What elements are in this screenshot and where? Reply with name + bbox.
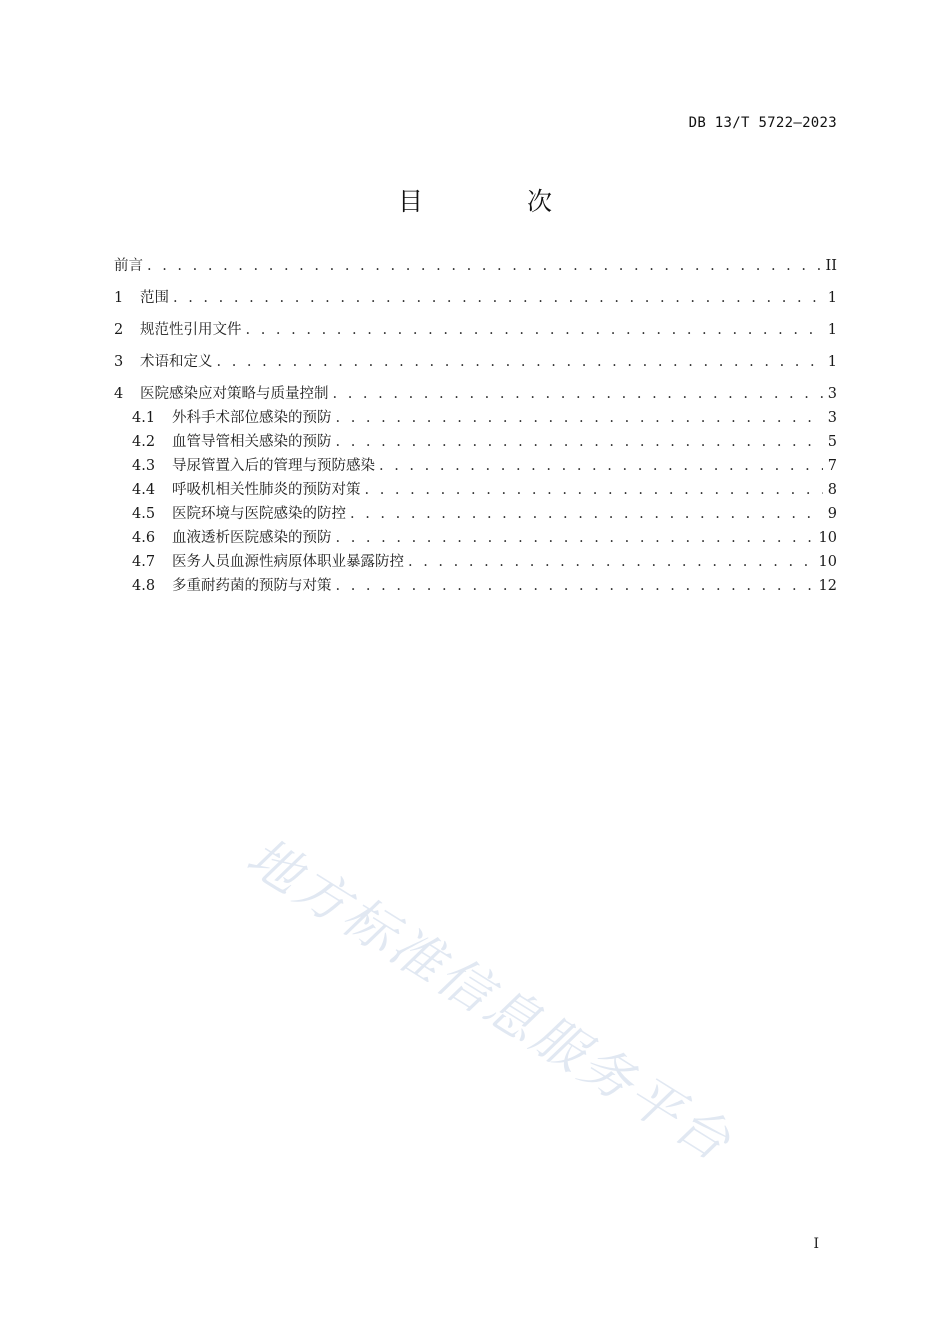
toc-entry-number: 4.4 <box>132 482 156 498</box>
toc-entry-label: 导尿管置入后的管理与预防感染 <box>172 458 375 474</box>
toc-entry-page: 10 <box>818 554 837 570</box>
toc-entry-label: 前言 <box>114 258 143 274</box>
toc-entry-page: 1 <box>827 290 837 306</box>
toc-entry-2[interactable] <box>114 318 837 342</box>
page-number: I <box>813 1236 819 1252</box>
toc-entry-4-5[interactable] <box>114 502 837 526</box>
toc-entry-label: 范围 <box>140 290 169 306</box>
toc-entry-label: 呼吸机相关性肺炎的预防对策 <box>172 482 361 498</box>
toc-leader-dots <box>336 574 815 598</box>
toc-entry-number: 4.1 <box>132 410 156 426</box>
toc-entry-number: 2 <box>114 322 124 338</box>
toc-entry-number: 4.6 <box>132 530 156 546</box>
toc-entry-page: 5 <box>827 434 837 450</box>
toc-entry-number: 4 <box>114 386 124 402</box>
toc-entry-foreword[interactable] <box>114 254 837 278</box>
toc-leader-dots <box>350 502 823 526</box>
toc-entry-label: 多重耐药菌的预防与对策 <box>172 578 332 594</box>
toc-entry-4-1[interactable] <box>114 406 837 430</box>
toc-entry-label: 血管导管相关感染的预防 <box>172 434 332 450</box>
page-title: 目 次 <box>398 187 600 216</box>
toc-entry-label: 术语和定义 <box>140 354 213 370</box>
toc-entry-number: 4.3 <box>132 458 156 474</box>
toc-entry-page: 1 <box>827 322 837 338</box>
toc-leader-dots <box>336 526 815 550</box>
toc-entry-label: 医院环境与医院感染的防控 <box>172 506 346 522</box>
toc-entry-page: 8 <box>827 482 837 498</box>
toc-leader-dots <box>173 286 823 310</box>
toc-entry-label: 医务人员血源性病原体职业暴露防控 <box>172 554 404 570</box>
toc-leader-dots <box>147 254 822 278</box>
toc-leader-dots <box>408 550 815 574</box>
toc-entry-label: 血液透析医院感染的预防 <box>172 530 332 546</box>
toc-entry-number: 4.5 <box>132 506 156 522</box>
toc-entry-page: 3 <box>827 410 837 426</box>
toc-entry-4-2[interactable] <box>114 430 837 454</box>
toc-leader-dots <box>333 382 824 406</box>
toc-entry-label: 外科手术部位感染的预防 <box>172 410 332 426</box>
toc-leader-dots <box>365 478 824 502</box>
toc-entry-4-7[interactable] <box>114 550 837 574</box>
toc-entry-page: 3 <box>827 386 837 402</box>
toc-entry-page: 9 <box>827 506 837 522</box>
toc-entry-page: 1 <box>827 354 837 370</box>
toc-entry-number: 4.2 <box>132 434 156 450</box>
toc-entry-4-8[interactable] <box>114 574 837 598</box>
table-of-contents <box>114 254 837 598</box>
toc-entry-number: 4.7 <box>132 554 156 570</box>
toc-leader-dots <box>217 350 824 374</box>
watermark: 地方标准信息服务平台 <box>236 826 743 1175</box>
toc-leader-dots <box>246 318 824 342</box>
toc-entry-4[interactable] <box>114 382 837 406</box>
toc-entry-4-3[interactable] <box>114 454 837 478</box>
document-code: DB 13/T 5722—2023 <box>688 115 837 131</box>
toc-entry-label: 医院感染应对策略与质量控制 <box>140 386 329 402</box>
toc-entry-3[interactable] <box>114 350 837 374</box>
toc-entry-1[interactable] <box>114 286 837 310</box>
toc-entry-4-4[interactable] <box>114 478 837 502</box>
toc-entry-page: 7 <box>827 458 837 474</box>
toc-leader-dots <box>336 430 824 454</box>
toc-leader-dots <box>379 454 823 478</box>
toc-entry-4-6[interactable] <box>114 526 837 550</box>
toc-leader-dots <box>336 406 824 430</box>
toc-entry-label: 规范性引用文件 <box>140 322 242 338</box>
toc-entry-page: 10 <box>818 530 837 546</box>
toc-entry-page: 12 <box>818 578 837 594</box>
toc-entry-page: II <box>825 258 837 274</box>
toc-entry-number: 3 <box>114 354 124 370</box>
toc-entry-number: 1 <box>114 290 124 306</box>
toc-entry-number: 4.8 <box>132 578 156 594</box>
